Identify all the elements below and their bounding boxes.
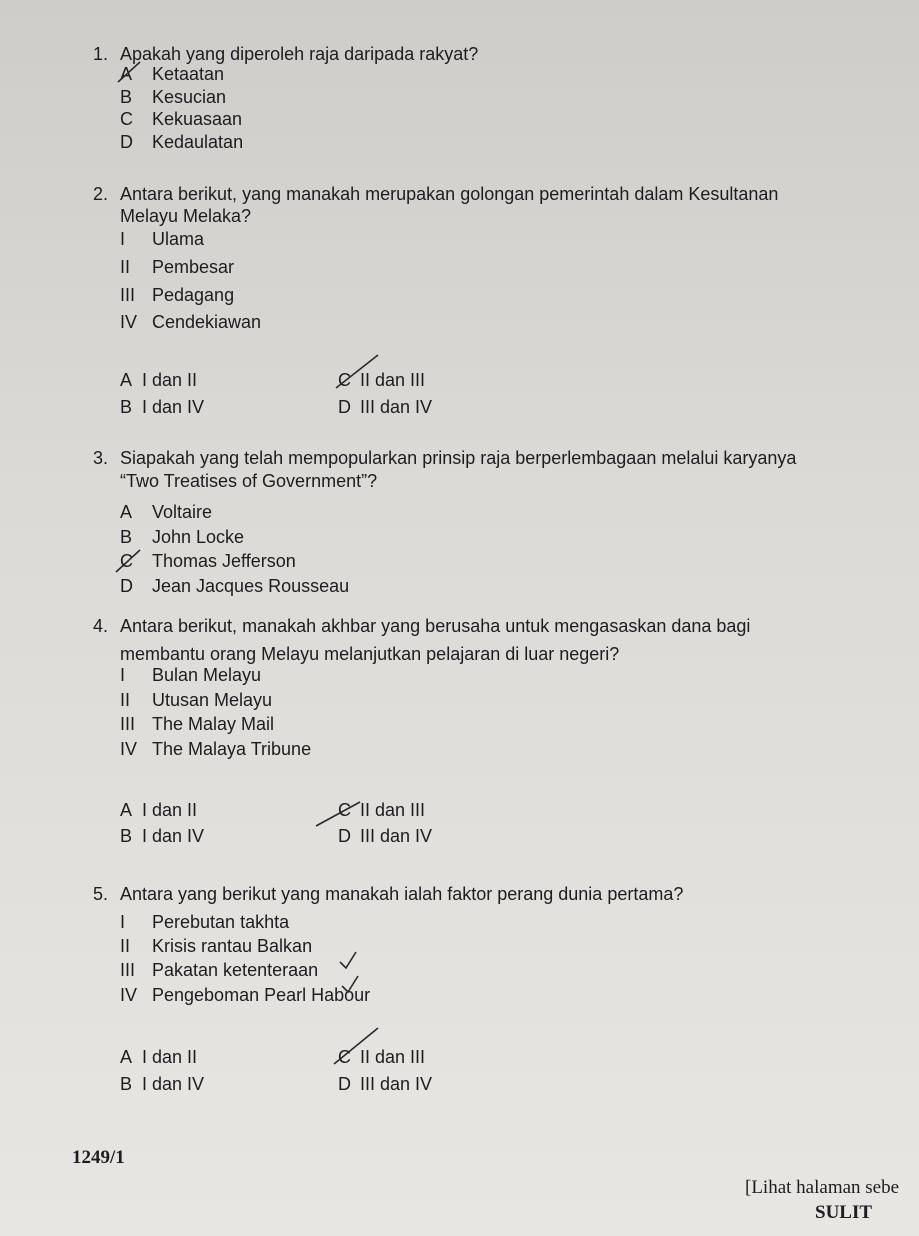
item-numeral: I — [120, 665, 126, 685]
option-text: Kekuasaan — [152, 109, 243, 129]
item-numeral: III — [120, 285, 136, 305]
item-numeral: III — [120, 714, 136, 734]
option-text: I dan II — [142, 800, 198, 820]
item-numeral: II — [120, 936, 131, 956]
item-text: Pembesar — [152, 257, 235, 277]
question-text: “Two Treatises of Government”? — [120, 471, 378, 491]
question-number: 5. — [93, 884, 109, 904]
sulit-label: SULIT — [815, 1202, 873, 1223]
option-letter: C — [338, 1047, 351, 1067]
option-letter: C — [120, 551, 133, 571]
option-text: Jean Jacques Rousseau — [152, 576, 350, 596]
question-number: 1. — [93, 44, 109, 64]
question-text: Apakah yang diperoleh raja daripada rakyat? — [120, 44, 479, 64]
option-text: III dan IV — [360, 1074, 433, 1094]
option-letter: A — [120, 1047, 133, 1067]
option-text: I dan II — [142, 370, 198, 390]
option-text: III dan IV — [360, 826, 433, 846]
check-mark-q5-ii — [340, 952, 356, 968]
option-letter: B — [120, 826, 133, 846]
option-letter: A — [120, 502, 133, 522]
item-numeral: I — [120, 912, 126, 932]
option-letter: B — [120, 527, 133, 547]
item-text: Perebutan takhta — [152, 912, 290, 932]
item-text: Pengeboman Pearl Habour — [152, 985, 371, 1005]
option-text: I dan IV — [142, 397, 205, 417]
question-text: Antara berikut, manakah akhbar yang berusaha untuk mengasaskan dana bagi — [120, 616, 751, 636]
item-numeral: IV — [120, 739, 138, 759]
item-text: Utusan Melayu — [152, 690, 273, 710]
item-text: The Malaya Tribune — [152, 739, 312, 759]
option-letter: B — [120, 397, 133, 417]
question-text: membantu orang Melayu melanjutkan pelajaran di luar negeri? — [120, 644, 620, 664]
option-text: Ketaatan — [152, 64, 225, 84]
question-number: 2. — [93, 184, 109, 204]
question-number: 4. — [93, 616, 109, 636]
question-text: Antara berikut, yang manakah merupakan golongan pemerintah dalam Kesultanan — [120, 184, 779, 204]
paper-code: 1249/1 — [72, 1147, 125, 1168]
item-text: Ulama — [152, 229, 205, 249]
option-text: Kesucian — [152, 87, 227, 107]
option-text: Voltaire — [152, 502, 213, 522]
question-text: Antara yang berikut yang manakah ialah faktor perang dunia pertama? — [120, 884, 684, 904]
option-text: Kedaulatan — [152, 132, 244, 152]
question-text: Siapakah yang telah mempopularkan prinsip raja berperlembagaan melalui karyanya — [120, 448, 797, 468]
option-text: I dan IV — [142, 1074, 205, 1094]
item-numeral: II — [120, 257, 131, 277]
item-text: Pakatan ketenteraan — [152, 960, 319, 980]
option-letter: D — [338, 1074, 351, 1094]
option-letter: B — [120, 87, 133, 107]
item-text: Krisis rantau Balkan — [152, 936, 313, 956]
item-numeral: II — [120, 690, 131, 710]
option-letter: D — [338, 826, 351, 846]
option-text: Thomas Jefferson — [152, 551, 296, 571]
option-text: I dan II — [142, 1047, 198, 1067]
option-letter: D — [338, 397, 351, 417]
option-text: II dan III — [360, 370, 426, 390]
option-text: II dan III — [360, 800, 426, 820]
option-letter: A — [120, 800, 133, 820]
item-numeral: III — [120, 960, 136, 980]
option-letter: C — [338, 370, 351, 390]
item-numeral: IV — [120, 312, 138, 332]
option-letter: D — [120, 576, 133, 596]
item-text: Pedagang — [152, 285, 235, 305]
item-text: The Malay Mail — [152, 714, 275, 734]
option-letter: D — [120, 132, 133, 152]
option-text: I dan IV — [142, 826, 205, 846]
option-letter: B — [120, 1074, 133, 1094]
option-text: II dan III — [360, 1047, 426, 1067]
item-numeral: IV — [120, 985, 138, 1005]
option-text: III dan IV — [360, 397, 433, 417]
item-numeral: I — [120, 229, 126, 249]
option-letter: C — [120, 109, 133, 129]
option-text: John Locke — [152, 527, 245, 547]
option-letter: A — [120, 370, 133, 390]
option-letter: A — [120, 64, 133, 84]
option-letter: C — [338, 800, 351, 820]
next-page-note: [Lihat halaman sebe — [745, 1177, 900, 1198]
item-text: Cendekiawan — [152, 312, 262, 332]
question-number: 3. — [93, 448, 109, 468]
item-text: Bulan Melayu — [152, 665, 262, 685]
question-text: Melayu Melaka? — [120, 206, 252, 226]
